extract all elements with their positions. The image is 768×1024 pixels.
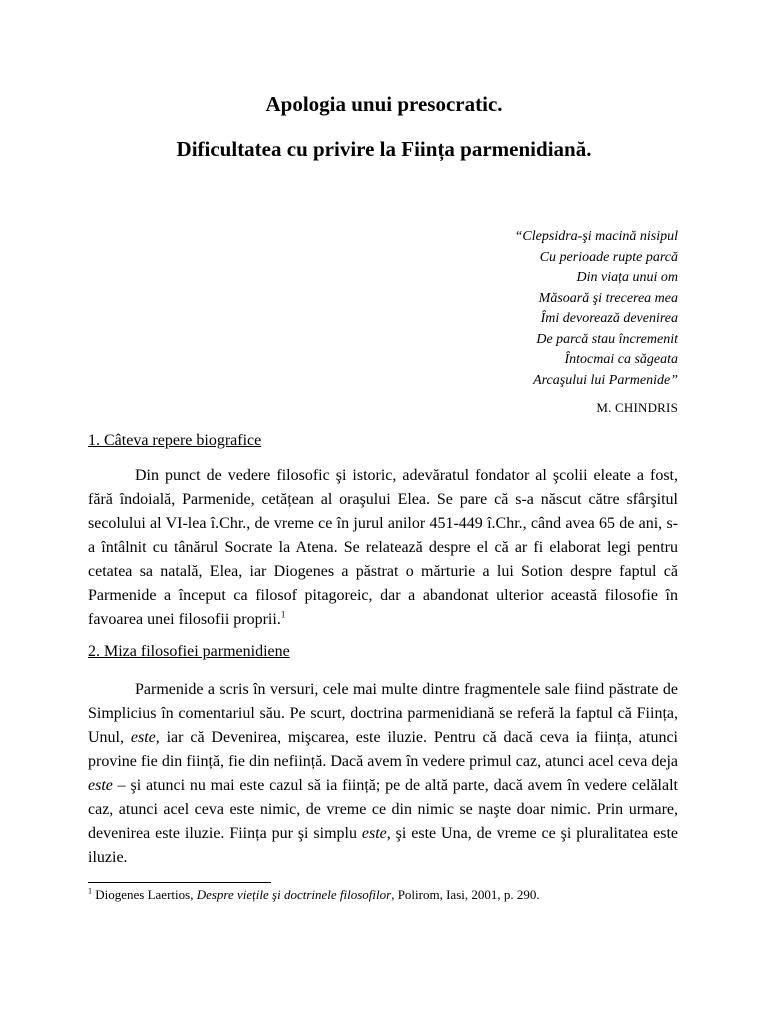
epigraph-line: Întocmai ca săgeata <box>564 352 678 367</box>
section-1-heading: 1. Câteva repere biografice <box>88 432 262 449</box>
epigraph-line: Cu perioade rupte parcă <box>539 249 678 265</box>
epigraph-line: Măsoară şi trecerea mea <box>538 290 678 306</box>
section-2-paragraph <box>88 678 678 870</box>
footnote-separator <box>88 882 271 883</box>
section-1-paragraph <box>88 464 678 632</box>
epigraph <box>515 227 678 391</box>
section-2-text-c: – şi atunci nu mai este cazul să ia ființă; pe de altă parte, dacă avem în vedere celălalt caz, atunci acel ceva este nimic, de vreme ce din nimic se naşte doar nimic. Prin urmare, devenirea este iluzie. Ființa pur şi simplu <box>88 777 678 842</box>
epigraph-line: Din viața unui om <box>576 270 678 285</box>
footnote-author: Diogenes Laertios, <box>95 887 197 902</box>
section-2-text-d: , şi este Una, de vreme ce şi pluralitatea este iluzie. <box>88 825 678 866</box>
title-line-1: Apologia unui presocratic. <box>265 92 503 116</box>
section-2-text-a: Parmenide a scris în versuri, cele mai multe dintre fragmentele sale fiind păstrate de Simplicius în comentariul său. Pe scurt, doctrina parmenidiană se referă la faptul că Ființa, Unul, <box>88 681 678 746</box>
epigraph-line: Arcaşului lui Parmenide” <box>533 372 678 388</box>
epigraph-author: M. CHINDRIS <box>596 400 678 415</box>
epigraph-line: Îmi devorează devenirea <box>540 311 678 326</box>
title-line-2: Dificultatea cu privire la Ființa parmenidiană. <box>176 137 592 161</box>
emphasis-este: este <box>130 729 156 746</box>
section-2-text-b: , iar că Devenirea, mişcarea, este iluzie. Pentru că dacă ceva ia ființa, atunci provine fie din ființă, fie din neființă. Dacă avem în vedere primul caz, atunci acel ceva deja <box>88 729 679 770</box>
footnote-book-title: Despre viețile şi doctrinele filosofilor <box>196 887 392 902</box>
epigraph-line: “Clepsidra-şi macină nisipul <box>514 229 678 244</box>
footnote <box>88 886 540 904</box>
emphasis-este: este <box>88 777 113 794</box>
footnote-publication: , Polirom, Iasi, 2001, p. 290. <box>391 887 540 902</box>
epigraph-line: De parcă stau încremenit <box>536 331 678 347</box>
section-1-text: Din punct de vedere filosofic şi istoric, adevăratul fondator al şcolii eleate a fost, fără îndoială, Parmenide, cetățean al oraşului Elea. Se pare că s-a născut către sfârşitul secolului al VI-lea î.Chr., de vreme ce în jurul anilor 451-449 î.Chr., când avea 65 de ani, s-a întâlnit cu tânărul Socrate la Atena. Se relatează despre el că ar fi elaborat legi pentru cetatea sa natală, Elea, iar Diogenes a păstrat o mărturie a lui Sotion despre faptul că Parmenide a început ca filosof pitagoreic, dar a abandonat ulterior această filosofie în favoarea unei filosofii proprii. <box>88 467 678 628</box>
section-2-heading: 2. Miza filosofiei parmenidiene <box>88 643 290 660</box>
footnote-number: 1 <box>88 886 92 896</box>
footnote-reference[interactable]: 1 <box>280 609 286 620</box>
emphasis-este: este <box>361 825 387 842</box>
